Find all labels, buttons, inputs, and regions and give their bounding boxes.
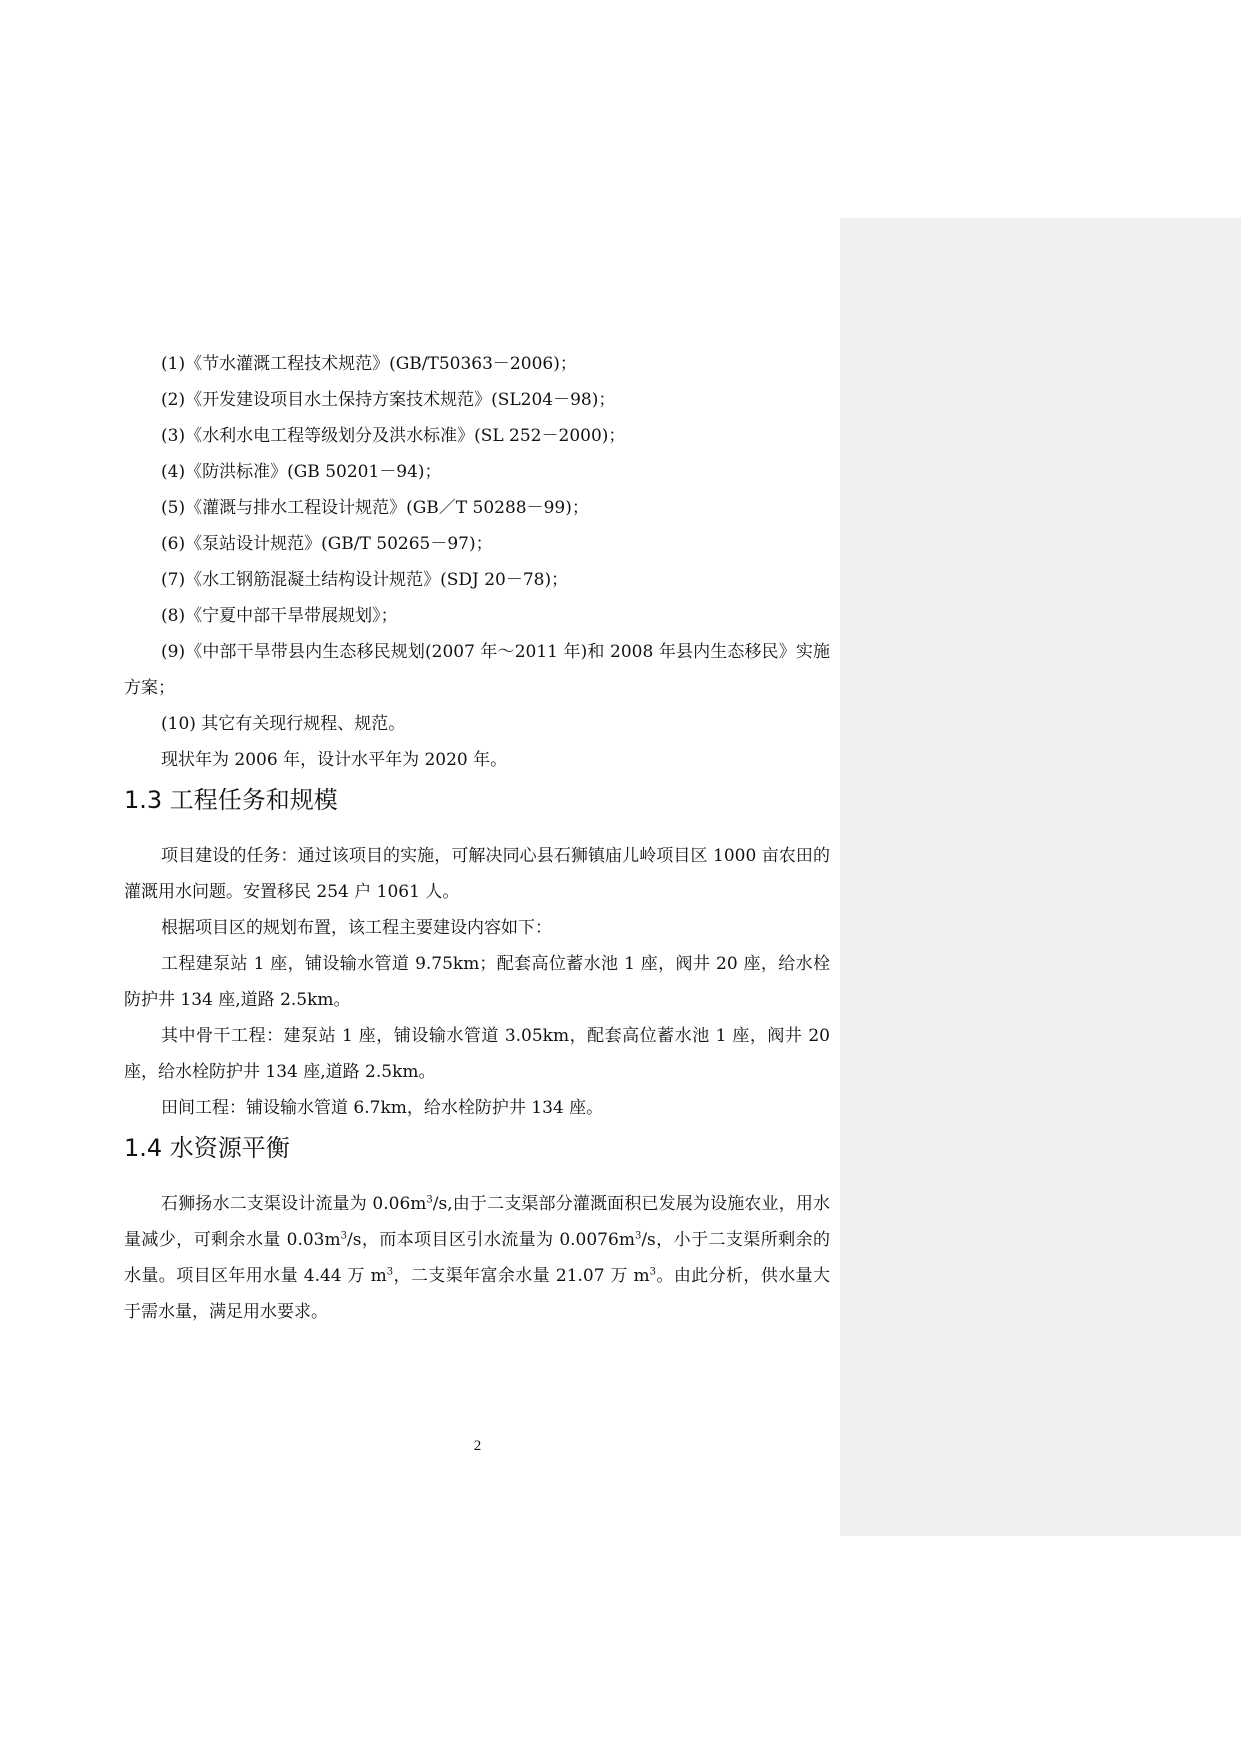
task-paragraph: 项目建设的任务：通过该项目的实施，可解决同心县石狮镇庙儿岭项目区 1000 亩农田的灌溉用水问题。安置移民 254 户 1061 人。 (124, 846, 830, 902)
reference-item-5: (5)《灌溉与排水工程设计规范》(GB／T 50288－99)； (161, 498, 589, 518)
text-run: ，二支渠年富余水量 21.07 万 m (393, 1266, 650, 1286)
reference-item-1: (1)《节水灌溉工程技术规范》(GB/T50363－2006)； (161, 354, 577, 374)
reference-item-8: (8)《宁夏中部干旱带展规划》； (161, 606, 398, 626)
text-run: 。由此分析，供水量大于需水量，满足用水要求。 (124, 1266, 831, 1322)
superscript: 3 (426, 1194, 433, 1206)
text-run: /s，而本项目区引水流量为 0.0076m (346, 1230, 635, 1250)
superscript: 3 (386, 1266, 394, 1278)
reference-item-7: (7)《水工钢筋混凝土结构设计规范》(SDJ 20－78)； (161, 570, 569, 590)
water-balance-paragraph (124, 1186, 830, 1330)
reference-item-2: (2)《开发建设项目水土保持方案技术规范》(SL204－98)； (161, 390, 616, 410)
reference-item-10: (10) 其它有关现行规程、规范。 (161, 714, 406, 734)
document-body (124, 346, 830, 1330)
reference-item-6: (6)《泵站设计规范》(GB/T 50265－97)； (161, 534, 493, 554)
reference-item-3: (3)《水利水电工程等级划分及洪水标准》(SL 252－2000)； (161, 426, 626, 446)
layout-paragraph: 根据项目区的规划布置，该工程主要建设内容如下： (161, 918, 552, 938)
backbone-paragraph: 其中骨干工程：建泵站 1 座，铺设输水管道 3.05km，配套高位蓄水池 1 座，阀井 20 座，给水栓防护井 134 座,道路 2.5km。 (124, 1026, 830, 1082)
comment-pane (840, 218, 1241, 1536)
section-heading-1-3: 1.3 工程任务和规模 (124, 786, 338, 814)
superscript: 3 (634, 1230, 642, 1242)
text-run: /s，小于二支渠所剩余的水量。项目区年用水量 4.44 万 m (124, 1230, 830, 1286)
field-works-paragraph: 田间工程：铺设输水管道 6.7km，给水栓防护井 134 座。 (161, 1098, 604, 1118)
superscript: 3 (649, 1266, 657, 1278)
reference-item-9: (9)《中部干旱带县内生态移民规划(2007 年～2011 年)和 2008 年县内生态移民》实施方案； (124, 642, 830, 698)
construction-paragraph: 工程建泵站 1 座，铺设输水管道 9.75km；配套高位蓄水池 1 座，阀井 20 座，给水栓防护井 134 座,道路 2.5km。 (124, 954, 830, 1010)
superscript: 3 (340, 1230, 347, 1242)
section-heading-1-4: 1.4 水资源平衡 (124, 1134, 290, 1162)
text-run: 石狮扬水二支渠设计流量为 0.06m (161, 1194, 427, 1214)
status-year-paragraph: 现状年为 2006 年，设计水平年为 2020 年。 (161, 750, 508, 770)
text-run: /s,由于二支渠部分灌溉面积已发展为设施农业，用水量减少，可剩余水量 0.03m (124, 1194, 831, 1250)
reference-item-4: (4)《防洪标准》(GB 50201－94)； (161, 462, 442, 482)
page-number: 2 (473, 1438, 482, 1454)
